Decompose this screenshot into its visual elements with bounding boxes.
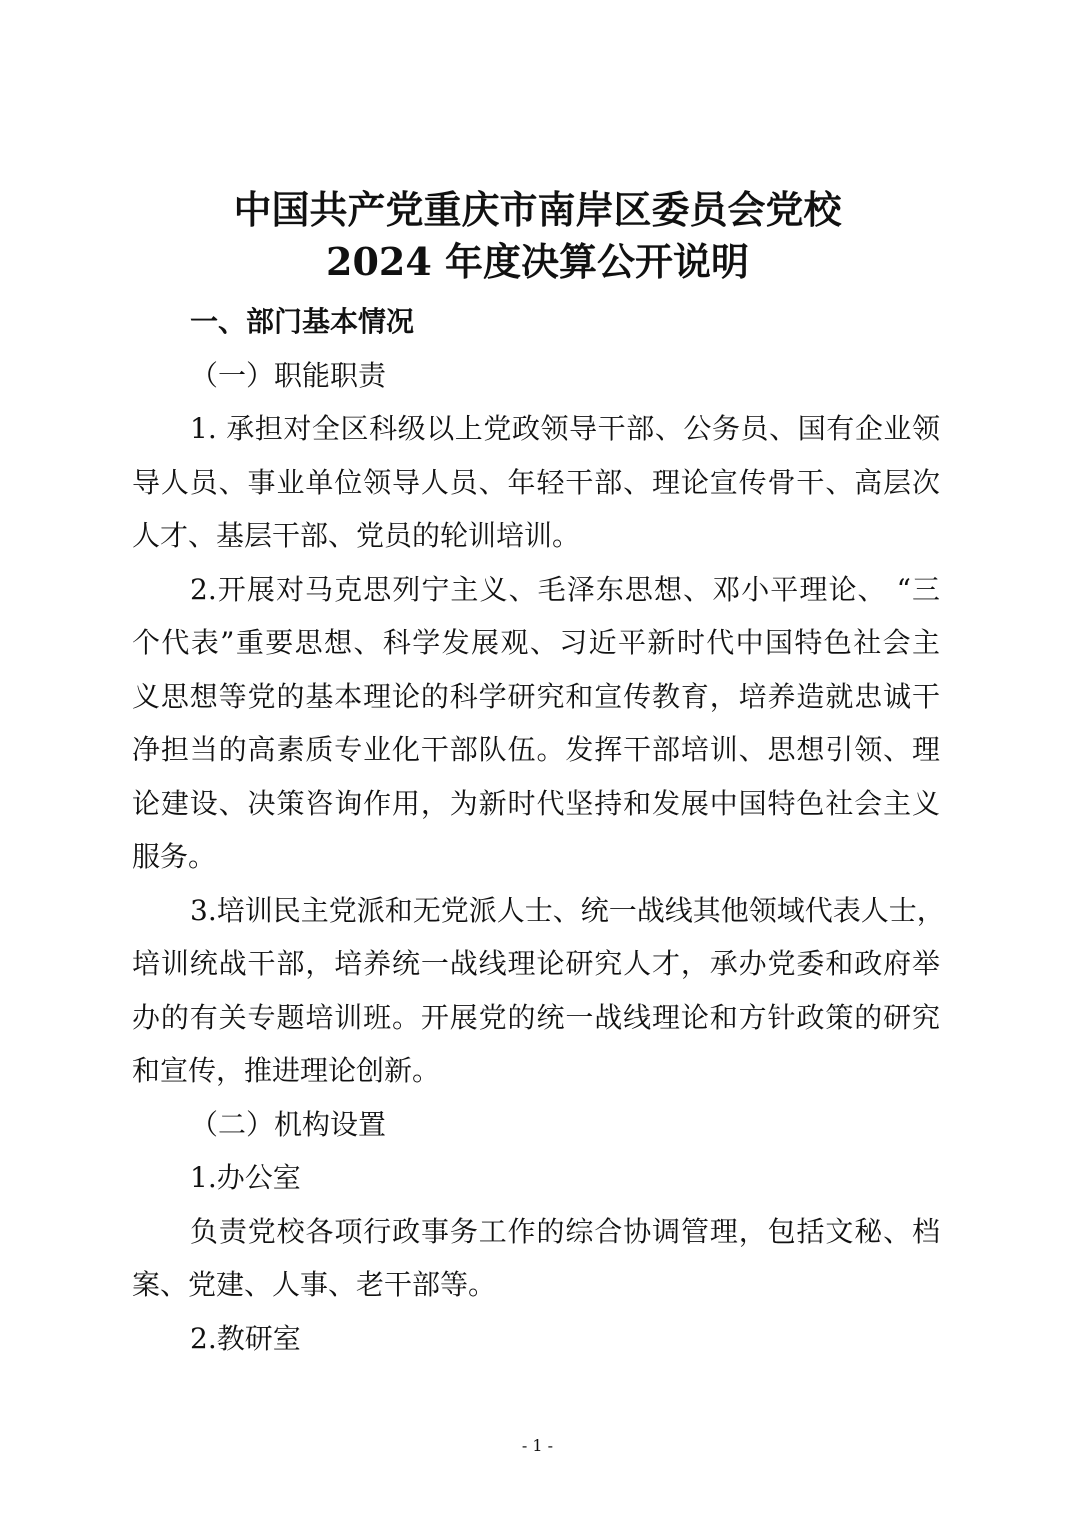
document-title-line1: 中国共产党重庆市南岸区委员会党校 <box>233 187 842 232</box>
paragraph-line: 论建设、决策咨询作用，为新时代坚持和发展中国特色社会主义 <box>132 786 940 820</box>
paragraph-line: 人才、基层干部、党员的轮训培训。 <box>132 519 581 552</box>
paragraph-line: 2.开展对马克思列宁主义、毛泽东思想、邓小平理论、 “三 <box>190 572 940 606</box>
paragraph-line: 服务。 <box>132 840 217 873</box>
item-title: 1.办公室 <box>190 1161 301 1194</box>
paragraph-line: 负责党校各项行政事务工作的综合协调管理，包括文秘、档 <box>190 1214 940 1248</box>
paragraph-line: 培训统战干部，培养统一战线理论研究人才，承办党委和政府举 <box>132 947 940 980</box>
paragraph-line: 和宣传，推进理论创新。 <box>132 1054 441 1087</box>
paragraph-line: 办的有关专题培训班。开展党的统一战线理论和方针政策的研究 <box>132 1000 940 1034</box>
paragraph-line: 导人员、事业单位领导人员、年轻干部、理论宣传骨干、高层次 <box>132 465 940 499</box>
paragraph-line: 3.培训民主党派和无党派人士、统一战线其他领域代表人士， <box>190 893 945 927</box>
paragraph-line: 案、党建、人事、老干部等。 <box>132 1268 497 1301</box>
document-body <box>132 295 945 1365</box>
item-title: 2.教研室 <box>190 1321 301 1355</box>
paragraph-line: 净担当的高素质专业化干部队伍。发挥干部培训、思想引领、理 <box>132 733 940 766</box>
paragraph-line: 1. 承担对全区科级以上党政领导干部、公务员、国有企业领 <box>190 412 940 445</box>
subsection-heading: （一）职能职责 <box>190 358 387 392</box>
page-number: - 1 - <box>521 1436 554 1455</box>
paragraph-line: 义思想等党的基本理论的科学研究和宣传教育，培养造就忠诚干 <box>132 679 940 713</box>
document-title-line2: 2024 年度决算公开说明 <box>326 239 749 284</box>
section-heading: 一、部门基本情况 <box>190 305 415 338</box>
subsection-heading: （二）机构设置 <box>190 1107 387 1141</box>
paragraph-line: 个代表”重要思想、科学发展观、习近平新时代中国特色社会主 <box>132 626 940 659</box>
